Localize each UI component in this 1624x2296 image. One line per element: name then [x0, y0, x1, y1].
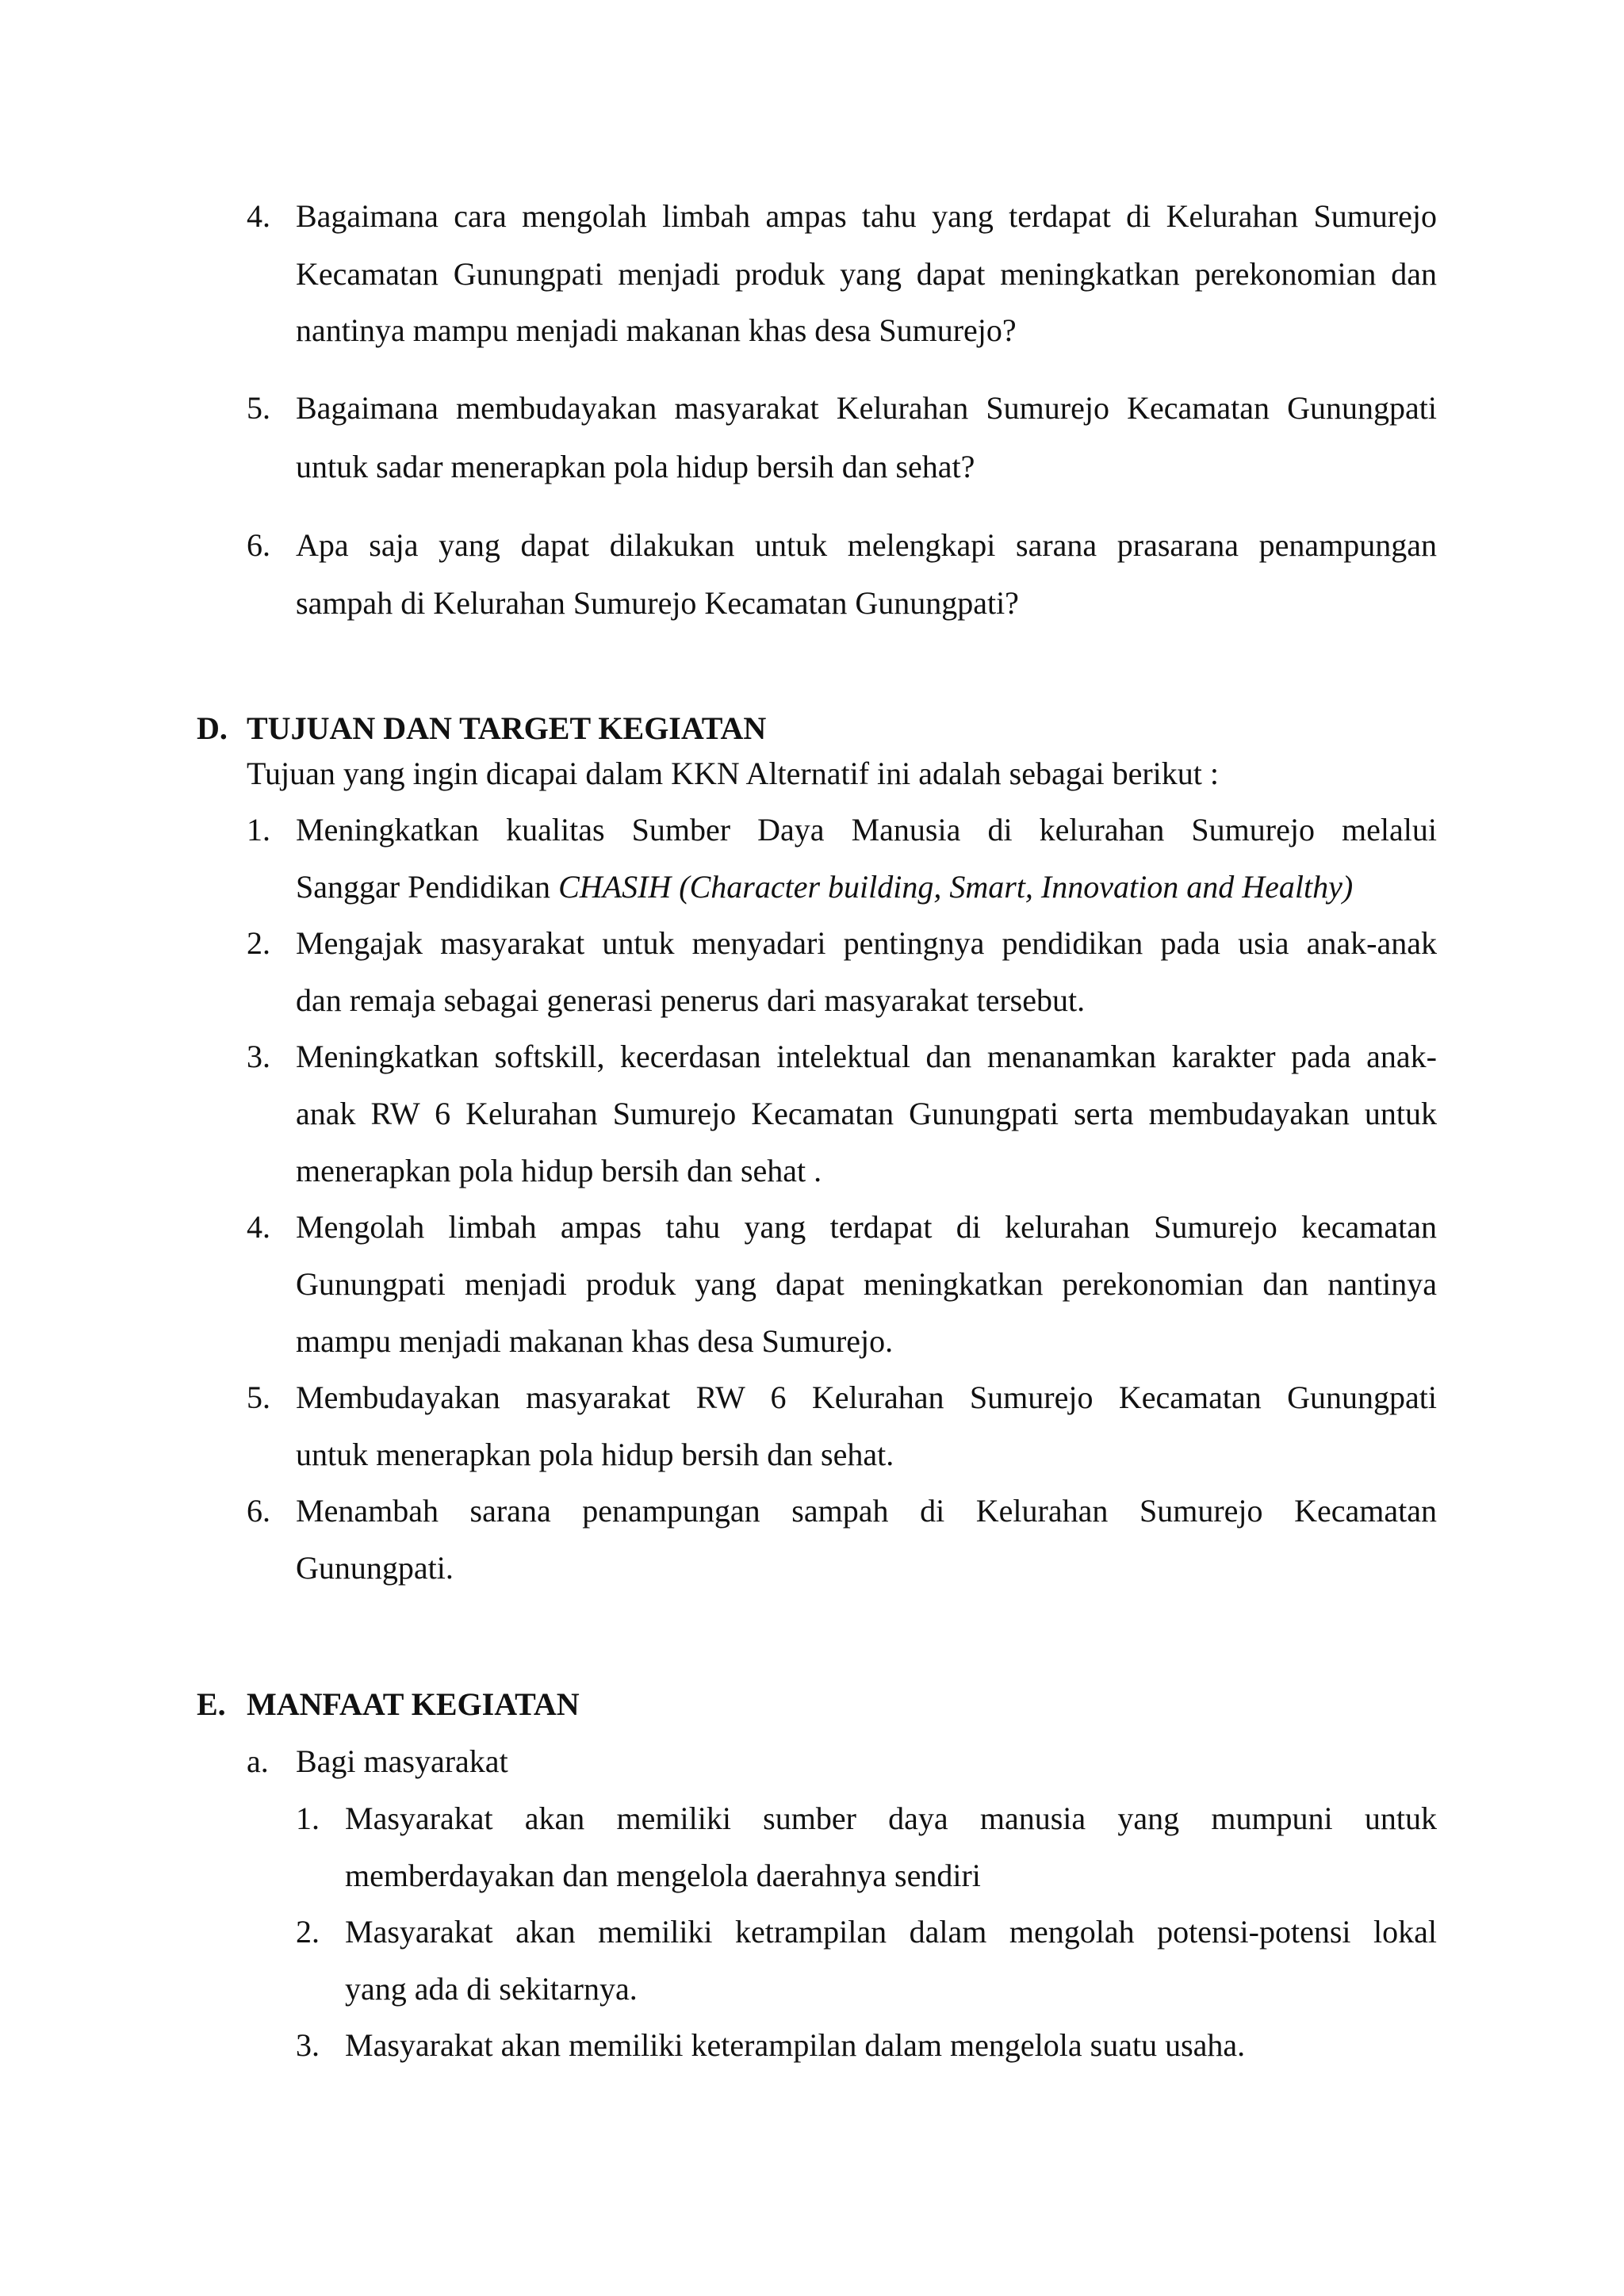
goal-4-number: 4.	[247, 1209, 270, 1245]
goal-6-line-2: Gunungpati.	[296, 1550, 454, 1586]
benefit-1-number: 1.	[296, 1800, 320, 1836]
benefit-3-number: 3.	[296, 2027, 320, 2063]
question-4-line-1: Bagaimana cara mengolah limbah ampas tahu yang terdapat di Kelurahan Sumurejo	[296, 198, 1437, 234]
question-6-line-1: Apa saja yang dapat dilakukan untuk melengkapi sarana prasarana penampungan	[296, 527, 1437, 563]
benefit-2-line-1: Masyarakat akan memiliki ketrampilan dalam mengolah potensi-potensi lokal	[345, 1914, 1437, 1950]
question-5-line-2: untuk sadar menerapkan pola hidup bersih dan sehat?	[296, 449, 975, 484]
goal-5-number: 5.	[247, 1380, 270, 1415]
goal-4-line-1: Mengolah limbah ampas tahu yang terdapat di kelurahan Sumurejo kecamatan	[296, 1209, 1437, 1245]
goal-3-line-2: anak RW 6 Kelurahan Sumurejo Kecamatan Gunungpati serta membudayakan untuk	[296, 1096, 1437, 1131]
goal-2-line-2: dan remaja sebagai generasi penerus dari masyarakat tersebut.	[296, 982, 1086, 1018]
section-e-title: MANFAAT KEGIATAN	[247, 1686, 580, 1722]
section-d-intro: Tujuan yang ingin dicapai dalam KKN Alternatif ini adalah sebagai berikut :	[247, 756, 1219, 791]
goal-3-number: 3.	[247, 1039, 270, 1074]
goal-4-line-2: Gunungpati menjadi produk yang dapat meningkatkan perekonomian dan nantinya	[296, 1266, 1437, 1302]
goal-6-line-1: Menambah sarana penampungan sampah di Kelurahan Sumurejo Kecamatan	[296, 1493, 1437, 1529]
goal-1-line-1: Meningkatkan kualitas Sumber Daya Manusia di kelurahan Sumurejo melalui	[296, 812, 1437, 848]
goal-1-line-2-italic: CHASIH (Character building, Smart, Innovation and Healthy)	[558, 869, 1354, 905]
subsection-a-title: Bagi masyarakat	[296, 1743, 508, 1779]
benefit-2-number: 2.	[296, 1914, 320, 1950]
goal-4-line-3: mampu menjadi makanan khas desa Sumurejo.	[296, 1323, 894, 1359]
question-6-line-2: sampah di Kelurahan Sumurejo Kecamatan Gunungpati?	[296, 585, 1019, 621]
benefit-1-line-2: memberdayakan dan mengelola daerahnya sendiri	[345, 1858, 981, 1893]
benefit-3-line-1: Masyarakat akan memiliki keterampilan dalam mengelola suatu usaha.	[345, 2027, 1246, 2063]
goal-1-line-2-prefix: Sanggar Pendidikan	[296, 869, 559, 905]
goal-1-line-2	[296, 868, 1353, 906]
question-6-number: 6.	[247, 527, 270, 563]
benefit-1-line-1: Masyarakat akan memiliki sumber daya manusia yang mumpuni untuk	[345, 1800, 1437, 1836]
goal-2-number: 2.	[247, 925, 270, 961]
goal-6-number: 6.	[247, 1493, 270, 1529]
goal-3-line-3: menerapkan pola hidup bersih dan sehat .	[296, 1153, 822, 1188]
goal-5-line-1: Membudayakan masyarakat RW 6 Kelurahan Sumurejo Kecamatan Gunungpati	[296, 1380, 1437, 1415]
goal-3-line-1: Meningkatkan softskill, kecerdasan intelektual dan menanamkan karakter pada anak-	[296, 1039, 1437, 1074]
question-5-line-1: Bagaimana membudayakan masyarakat Kelurahan Sumurejo Kecamatan Gunungpati	[296, 390, 1437, 426]
section-e-letter: E.	[197, 1686, 226, 1722]
section-d-title: TUJUAN DAN TARGET KEGIATAN	[247, 710, 767, 746]
subsection-a-letter: a.	[247, 1743, 269, 1779]
section-d-letter: D.	[197, 710, 228, 746]
goal-5-line-2: untuk menerapkan pola hidup bersih dan sehat.	[296, 1437, 894, 1472]
question-4-line-3: nantinya mampu menjadi makanan khas desa Sumurejo?	[296, 312, 1017, 348]
question-4-line-2: Kecamatan Gunungpati menjadi produk yang dapat meningkatkan perekonomian dan	[296, 256, 1437, 292]
question-5-number: 5.	[247, 390, 270, 426]
goal-2-line-1: Mengajak masyarakat untuk menyadari pentingnya pendidikan pada usia anak-anak	[296, 925, 1437, 961]
goal-1-number: 1.	[247, 812, 270, 848]
benefit-2-line-2: yang ada di sekitarnya.	[345, 1971, 638, 2007]
question-4-number: 4.	[247, 198, 270, 234]
